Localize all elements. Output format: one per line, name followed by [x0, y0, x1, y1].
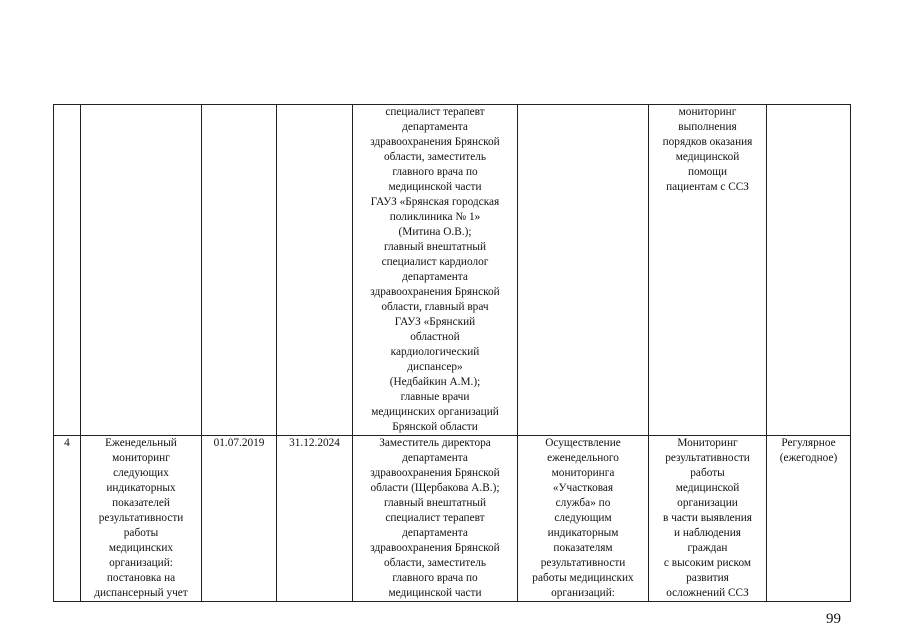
cell-responsible: Заместитель директора департамента здравоохранения Брянской области (Щербакова А.В.); главный внештатный специалист терапевт департамента здравоохранения Брянской области, заместитель главного врача по медицинской части: [353, 436, 518, 602]
cell-start-date: 01.07.2019: [202, 436, 277, 602]
plan-table: [53, 104, 851, 602]
cell-number: 4: [54, 436, 81, 602]
cell-activity-name: [81, 105, 202, 436]
cell-result: мониторинг выполнения порядков оказания медицинской помощи пациентам с ССЗ: [649, 105, 767, 436]
table-row: [54, 105, 851, 436]
page-number: 99: [826, 611, 841, 627]
cell-description: [518, 105, 649, 436]
cell-description: Осуществление еженедельного мониторинга «Участковая служба» по следующим индикаторным показателям результативности работы медицинских организаций:: [518, 436, 649, 602]
cell-start-date: [202, 105, 277, 436]
cell-responsible: специалист терапевт департамента здравоохранения Брянской области, заместитель главного врача по медицинской части ГАУЗ «Брянская городская поликлиника № 1» (Митина О.В.); главный внештатный специалист кардиолог департамента здравоохранения Брянской области, главный врач ГАУЗ «Брянский областной кардиологический диспансер» (Недбайкин А.М.); главные врачи медицинских организаций Брянской области: [353, 105, 518, 436]
cell-end-date: 31.12.2024: [277, 436, 353, 602]
cell-end-date: [277, 105, 353, 436]
cell-number: [54, 105, 81, 436]
cell-type: Регулярное (ежегодное): [767, 436, 851, 602]
cell-result: Мониторинг результативности работы медицинской организации в части выявления и наблюдения граждан с высоким риском развития осложнений ССЗ: [649, 436, 767, 602]
cell-type: [767, 105, 851, 436]
table-row: [54, 436, 851, 602]
cell-activity-name: Еженедельный мониторинг следующих индикаторных показателей результативности работы медицинских организаций: постановка на диспансерный учет: [81, 436, 202, 602]
